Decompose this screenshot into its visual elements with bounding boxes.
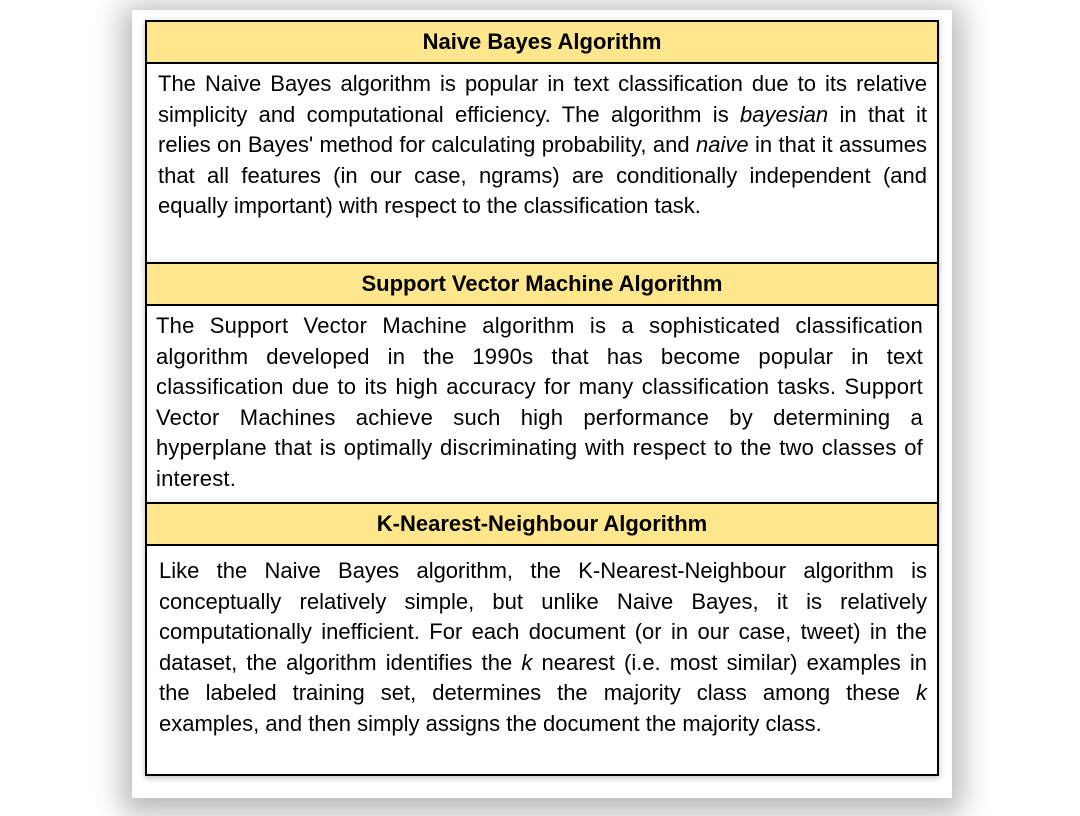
svm-title: Support Vector Machine Algorithm <box>147 264 937 306</box>
knn-term-k-1: k <box>521 649 533 675</box>
knn-term-k-2: k <box>916 680 927 706</box>
knn-text-2: nearest (i.e. most similar) examples in the labeled training set, determines the majority class among these <box>159 649 927 706</box>
svm-panel <box>145 262 939 504</box>
knn-title: K-Nearest-Neighbour Algorithm <box>147 504 937 546</box>
knn-panel <box>145 502 939 776</box>
svm-text-1: The Support Vector Machine algorithm is a sophisticated classification algorithm developed in the 1990s that has become popular in text classification due to its high accuracy for many classification tasks. Support Vector Machines achieve such high performance by determining a hyperplane that is optimally discriminating with respect to the two classes of interest. <box>156 313 923 491</box>
knn-text-1: Like the Naive Bayes algorithm, the K-Nearest-Neighbour algorithm is conceptually relatively simple, but unlike Naive Bayes, it is relatively computationally inefficient. For each document (or in our case, tweet) in the dataset, the algorithm identifies the <box>159 558 927 675</box>
knn-text-3: examples, and then simply assigns the document the majority class. <box>159 710 822 736</box>
naive-bayes-title: Naive Bayes Algorithm <box>147 22 937 64</box>
naive-bayes-text-2: in that it relies on Bayes' method for calculating probability, and <box>158 101 928 158</box>
naive-bayes-text-3: in that it assumes that all features (in our case, ngrams) are conditionally independent (and equally important) with respect to the classification task. <box>158 132 927 219</box>
naive-bayes-body <box>147 64 937 222</box>
knn-body <box>147 546 937 740</box>
naive-bayes-term-bayesian: bayesian <box>740 101 829 127</box>
naive-bayes-panel <box>145 20 939 264</box>
naive-bayes-text-1: The Naive Bayes algorithm is popular in text classification due to its relative simplicity and computational efficiency. The algorithm is <box>158 71 927 127</box>
naive-bayes-term-naive: naive <box>695 132 749 158</box>
svm-body <box>147 306 937 495</box>
